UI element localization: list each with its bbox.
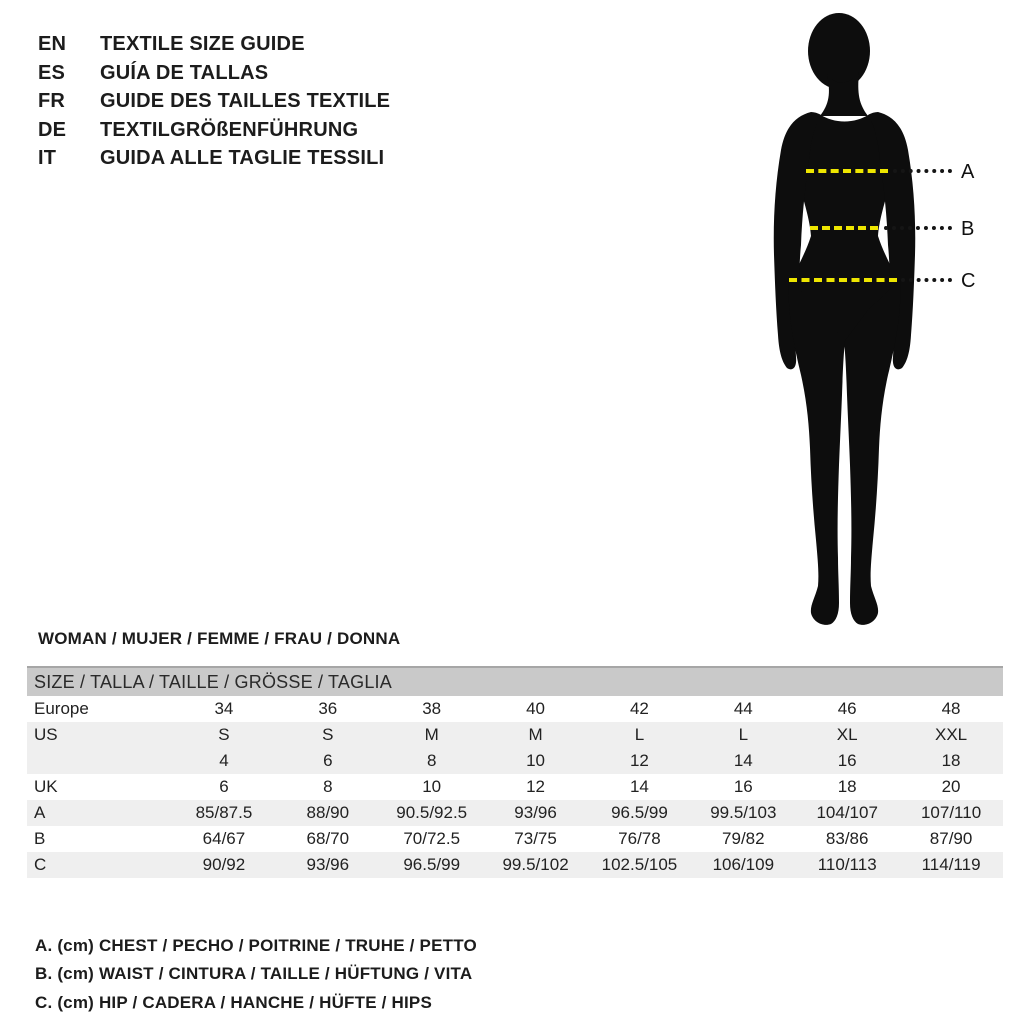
guide-title-es: GUÍA DE TALLAS [100,61,269,84]
size-cell: S [322,725,334,744]
size-cell: 104/107 [816,803,878,822]
size-cell: 44 [733,699,753,718]
row-label: Europe [34,699,89,718]
size-cell: 8 [426,751,437,770]
hip-leader-line [901,278,952,282]
row-label: UK [34,777,58,796]
row-label [27,748,172,774]
legend-chest: A. (cm) CHEST / PECHO / POITRINE / TRUHE / PETTO [35,936,477,955]
size-cell: 102.5/105 [601,855,678,874]
size-cell: XXL [934,725,968,744]
row-label: C [34,855,47,874]
size-cell: L [634,725,645,744]
language-row-fr [38,87,390,116]
size-cell: 90/92 [202,855,246,874]
hip-measure-line [789,278,897,282]
waist-leader-line [884,226,952,230]
row-label: B [34,829,46,848]
hip-marker-label: C [961,270,976,292]
language-row-it [38,144,390,173]
row-label: A [34,803,46,822]
size-cell: 64/67 [202,829,246,848]
table-row-uk [27,774,1003,800]
size-cell: 83/86 [825,829,869,848]
table-row-waist [27,826,1003,852]
guide-title-de: TEXTILGRÖßENFÜHRUNG [100,118,359,141]
chest-marker-label: A [961,161,975,183]
size-cell: 16 [733,777,753,796]
size-cell: 93/96 [306,855,350,874]
size-cell: 73/75 [514,829,557,848]
size-cell: 90.5/92.5 [396,803,468,822]
legend-waist: B. (cm) WAIST / CINTURA / TAILLE / HÜFTUNG / VITA [35,964,473,984]
language-code: EN [38,33,67,55]
language-row-en [38,30,390,59]
size-cell: 10 [526,751,546,770]
size-cell: 6 [219,777,229,796]
waist-marker-label: B [961,218,975,240]
size-cell: 18 [941,751,961,770]
guide-title-fr: GUIDE DES TAILLES TEXTILE [100,90,391,113]
size-table [27,666,1003,878]
size-cell: M [424,725,439,744]
size-cell: 14 [629,777,649,796]
size-cell: 93/96 [514,803,557,822]
woman-silhouette-icon [765,10,935,632]
size-cell: 76/78 [618,829,661,848]
size-cell: 4 [219,751,229,770]
language-code: DE [38,118,67,141]
language-row-de [38,116,390,145]
size-cell: 87/90 [929,829,973,848]
size-cell: 88/90 [306,803,350,822]
size-cell: 99.5/102 [502,855,569,874]
size-cell: 38 [422,699,442,718]
table-row-europe [27,696,1003,722]
size-cell: 106/109 [712,855,775,874]
table-row-us-letter [27,722,1003,748]
size-cell: 6 [323,751,333,770]
language-code: FR [38,90,66,113]
row-label: US [34,725,58,744]
size-cell: 34 [214,699,234,718]
measurement-legend [35,932,477,1017]
size-cell: 70/72.5 [403,829,461,848]
language-row-es [38,59,390,88]
size-cell: 12 [526,777,546,796]
size-cell: 36 [318,699,338,718]
woman-silhouette [765,10,935,632]
size-cell: 99.5/103 [710,803,777,822]
waist-measure-line [810,226,878,230]
size-cell: 107/110 [920,803,982,822]
size-cell: 48 [941,699,961,718]
size-cell: 85/87.5 [195,803,253,822]
table-row-chest [27,800,1003,826]
chest-leader-line [893,169,952,173]
size-cell: 16 [837,751,857,770]
size-cell: XL [836,725,858,744]
size-cell: 110/113 [817,855,877,874]
guide-title-it: GUIDA ALLE TAGLIE TESSILI [100,147,385,170]
size-cell: 14 [733,751,753,770]
size-cell: 79/82 [722,829,765,848]
size-table-header: SIZE / TALLA / TAILLE / GRÖSSE / TAGLIA [27,666,1003,696]
size-cell: M [528,725,543,744]
size-cell: 12 [629,751,649,770]
gender-title: WOMAN / MUJER / FEMME / FRAU / DONNA [38,629,401,648]
size-cell: L [738,725,749,744]
size-cell: 42 [629,699,649,718]
language-code: IT [38,147,57,170]
guide-title-en: TEXTILE SIZE GUIDE [100,33,305,55]
size-cell: 20 [941,777,961,796]
legend-hip: C. (cm) HIP / CADERA / HANCHE / HÜFTE / HIPS [35,992,433,1012]
size-cell: 46 [837,699,857,718]
table-row-hip [27,852,1003,878]
size-cell: S [218,725,230,744]
size-cell: 68/70 [306,829,350,848]
size-cell: 40 [526,699,546,718]
size-cell: 8 [323,777,333,796]
size-cell: 18 [837,777,857,796]
size-cell: 96.5/99 [403,855,461,874]
language-code: ES [38,61,66,84]
language-title-list [38,30,390,173]
chest-measure-line [806,169,888,173]
table-row-us-numeric [27,748,1003,774]
size-cell: 114/119 [921,855,981,874]
size-cell: 96.5/99 [611,803,668,822]
size-cell: 10 [422,777,442,796]
